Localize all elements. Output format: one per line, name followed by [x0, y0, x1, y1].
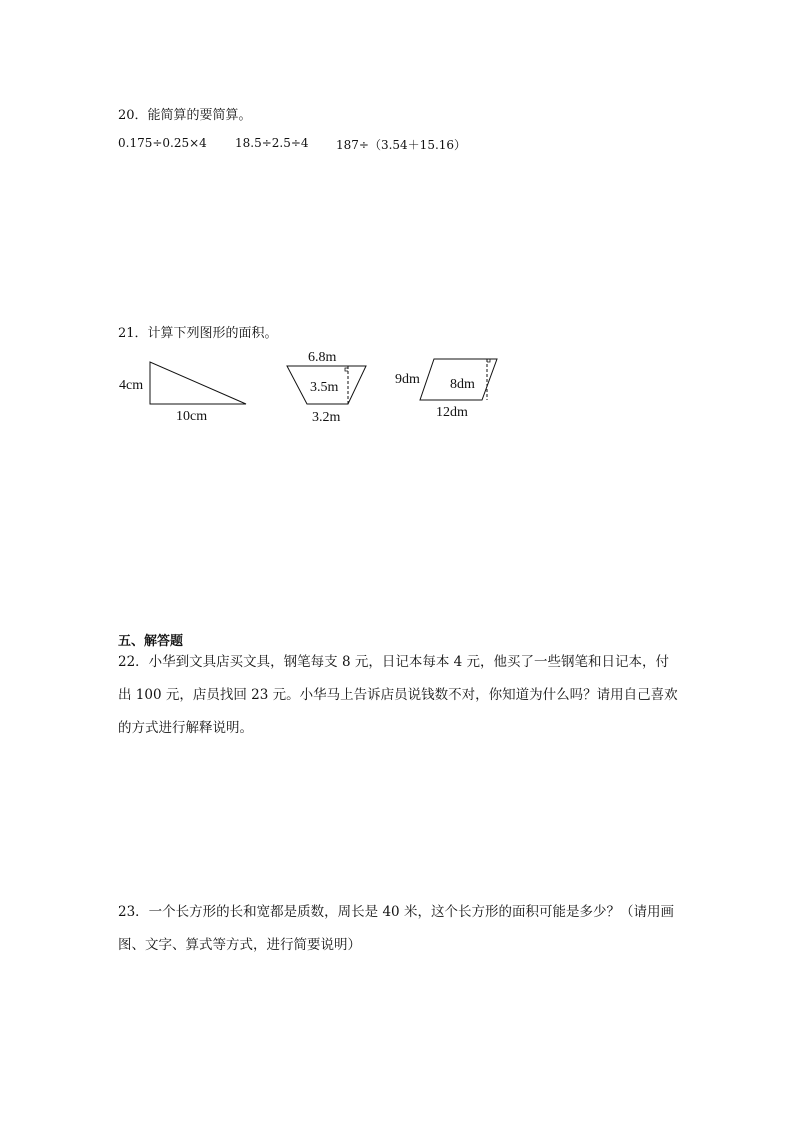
q22-text — [118, 646, 678, 745]
q20-expr-2: 18.5÷2.5÷4 — [235, 136, 309, 150]
triangle-height-label: 4cm — [119, 378, 144, 393]
trapezoid-height-label: 3.5m — [310, 380, 339, 395]
q23-text — [118, 896, 678, 962]
q22-text-content: 22．小华到文具店买文具，钢笔每支 8 元，日记本每本 4 元，他买了一些钢笔和日记本，付出 100 元，店员找回 23 元。小华马上告诉店员说钱数不对，你知道为什么吗？请用自己喜欢的方式进行解释说明。 — [118, 654, 678, 736]
q20-expr-1: 0.175÷0.25×4 — [118, 136, 207, 150]
trapezoid-figure — [287, 350, 366, 425]
parallelogram-side-label: 9dm — [395, 372, 420, 387]
parallelogram-figure — [395, 359, 497, 420]
trapezoid-bottom-label: 3.2m — [312, 410, 341, 425]
q20-title: 20．能简算的要简算。 — [118, 108, 252, 123]
parallelogram-height-label: 8dm — [450, 377, 475, 392]
triangle-figure — [119, 362, 246, 424]
q20-expr-3: 187÷（3.54＋15.16） — [336, 138, 467, 152]
q21-title: 21．计算下列图形的面积。 — [118, 326, 278, 341]
section-title: 五、解答题 — [118, 634, 184, 649]
q23-text-content: 23．一个长方形的长和宽都是质数，周长是 40 米，这个长方形的面积可能是多少？（请用画图、文字、算式等方式，进行简要说明） — [118, 904, 674, 953]
trapezoid-top-label: 6.8m — [308, 350, 337, 365]
triangle-base-label: 10cm — [176, 409, 208, 424]
parallelogram-base-label: 12dm — [436, 405, 468, 420]
